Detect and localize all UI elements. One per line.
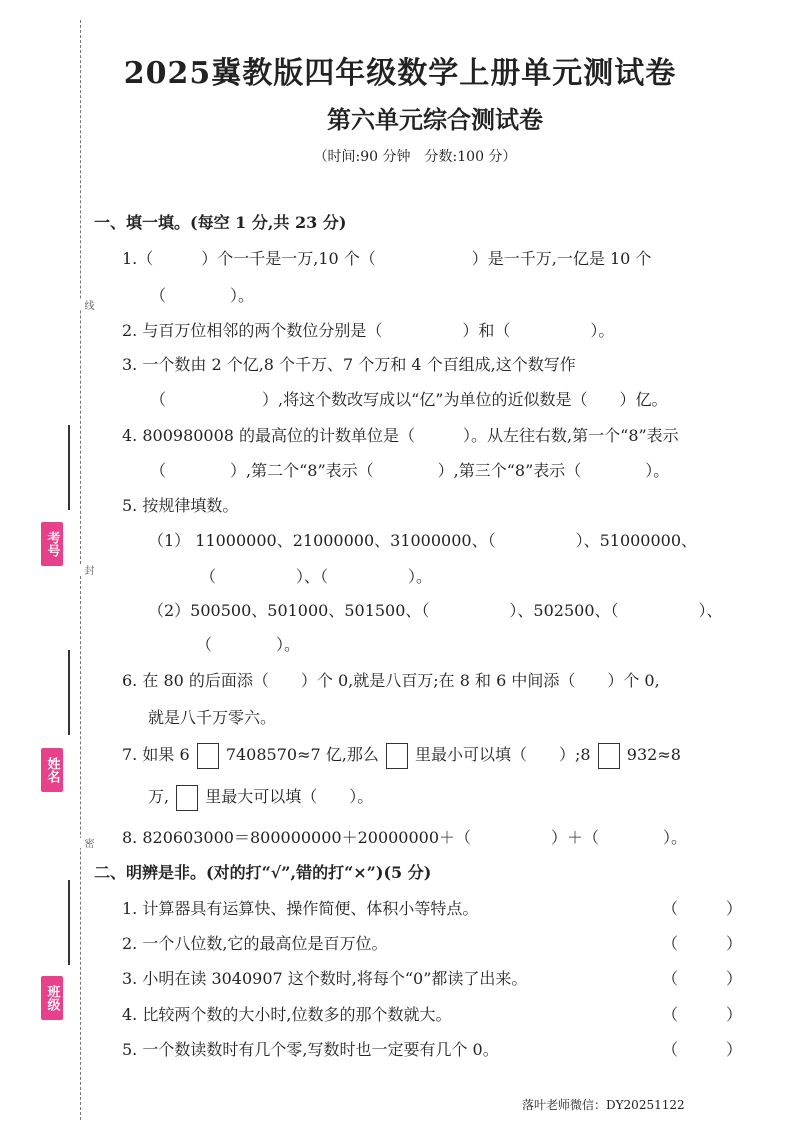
q8-line: 8. 820603000＝800000000＋20000000＋（ ）＋（ ）。 [122, 828, 688, 847]
q3-line1: 3. 一个数由 2 个亿,8 个千万、7 个万和 4 个百组成,这个数写作 [122, 355, 576, 374]
q7-answer-box-1[interactable] [197, 743, 219, 769]
q7-text-d: 932≈8 [626, 745, 681, 764]
judge-item-1: 1. 计算器具有运算快、操作简便、体积小等特点。 [122, 899, 479, 918]
q7-answer-box-3[interactable] [598, 743, 620, 769]
q6-line1: 6. 在 80 的后面添（ ）个 0,就是八百万;在 8 和 6 中间添（ ）个 0, [122, 671, 660, 690]
q5-2-line2: （ ）。 [196, 635, 301, 654]
judge-answer-3[interactable]: （ ） [662, 969, 743, 988]
section1-heading: 一、填一填。(每空 1 分,共 23 分) [94, 213, 347, 232]
q7-text-c: 里最小可以填（ ）;8 [415, 745, 591, 764]
judge-answer-2[interactable]: （ ） [662, 934, 743, 953]
margin-mark-mi: 密 [82, 838, 93, 848]
q1-line1: 1.（ ）个一千是一万,10 个（ ）是一千万,一亿是 10 个 [122, 249, 652, 268]
judge-answer-4[interactable]: （ ） [662, 1005, 743, 1024]
banji-write-line[interactable] [68, 880, 70, 965]
q3-line2: （ ）,将这个数改写成以“亿”为单位的近似数是（ ）亿。 [150, 390, 668, 409]
tag-kaohao: 考号 [41, 522, 63, 566]
tag-xingming: 姓名 [41, 748, 63, 792]
exam-meta: （时间:90 分钟 分数:100 分） [313, 149, 517, 165]
q5-2-line1: （2）500500、501000、501500、（ ）、502500、（ ）、 [148, 601, 723, 620]
judge-item-2: 2. 一个八位数,它的最高位是百万位。 [122, 934, 388, 953]
judge-item-5: 5. 一个数读数时有几个零,写数时也一定要有几个 0。 [122, 1040, 499, 1059]
q7-answer-box-4[interactable] [176, 785, 198, 811]
q4-line2: （ ）,第二个“8”表示（ ）,第三个“8”表示（ ）。 [150, 461, 670, 480]
section2-heading: 二、明辨是非。(对的打“√”,错的打“×”)(5 分) [94, 863, 432, 882]
q7-line1 [122, 742, 681, 769]
footer-contact: 落叶老师微信：DY20251122 [522, 1098, 685, 1112]
q7-text-e: 万, [148, 787, 170, 806]
q2-line: 2. 与百万位相邻的两个数位分别是（ ）和（ ）。 [122, 321, 615, 340]
q7-text-a: 7. 如果 6 [122, 745, 190, 764]
q5-1-line2: （ ）、（ ）。 [200, 567, 433, 586]
q5-1-line1: （1） 11000000、21000000、31000000、（ ）、51000000、 [148, 531, 698, 550]
page-subtitle: 第六单元综合测试卷 [327, 105, 543, 134]
q7-answer-box-2[interactable] [386, 743, 408, 769]
q7-text-b: 7408570≈7 亿,那么 [225, 745, 379, 764]
kaohao-write-line[interactable] [68, 425, 70, 510]
xingming-write-line[interactable] [68, 650, 70, 735]
q5-heading: 5. 按规律填数。 [122, 496, 239, 515]
margin-mark-feng: 封 [82, 565, 93, 575]
judge-item-3: 3. 小明在读 3040907 这个数时,将每个“0”都读了出来。 [122, 969, 528, 988]
judge-item-4: 4. 比较两个数的大小时,位数多的那个数就大。 [122, 1005, 452, 1024]
page-title: 2025冀教版四年级数学上册单元测试卷 [123, 56, 677, 91]
judge-answer-1[interactable]: （ ） [662, 899, 743, 918]
q6-line2: 就是八千万零六。 [148, 708, 277, 727]
tag-banji: 班级 [41, 976, 63, 1020]
margin-mark-xian: 线 [82, 300, 93, 310]
q1-line2: （ ）。 [150, 286, 255, 305]
q7-text-f: 里最大可以填（ ）。 [205, 787, 374, 806]
judge-answer-5[interactable]: （ ） [662, 1040, 743, 1059]
q7-line2 [148, 784, 373, 811]
q4-line1: 4. 800980008 的最高位的计数单位是（ ）。从左往右数,第一个“8”表示 [122, 426, 679, 445]
